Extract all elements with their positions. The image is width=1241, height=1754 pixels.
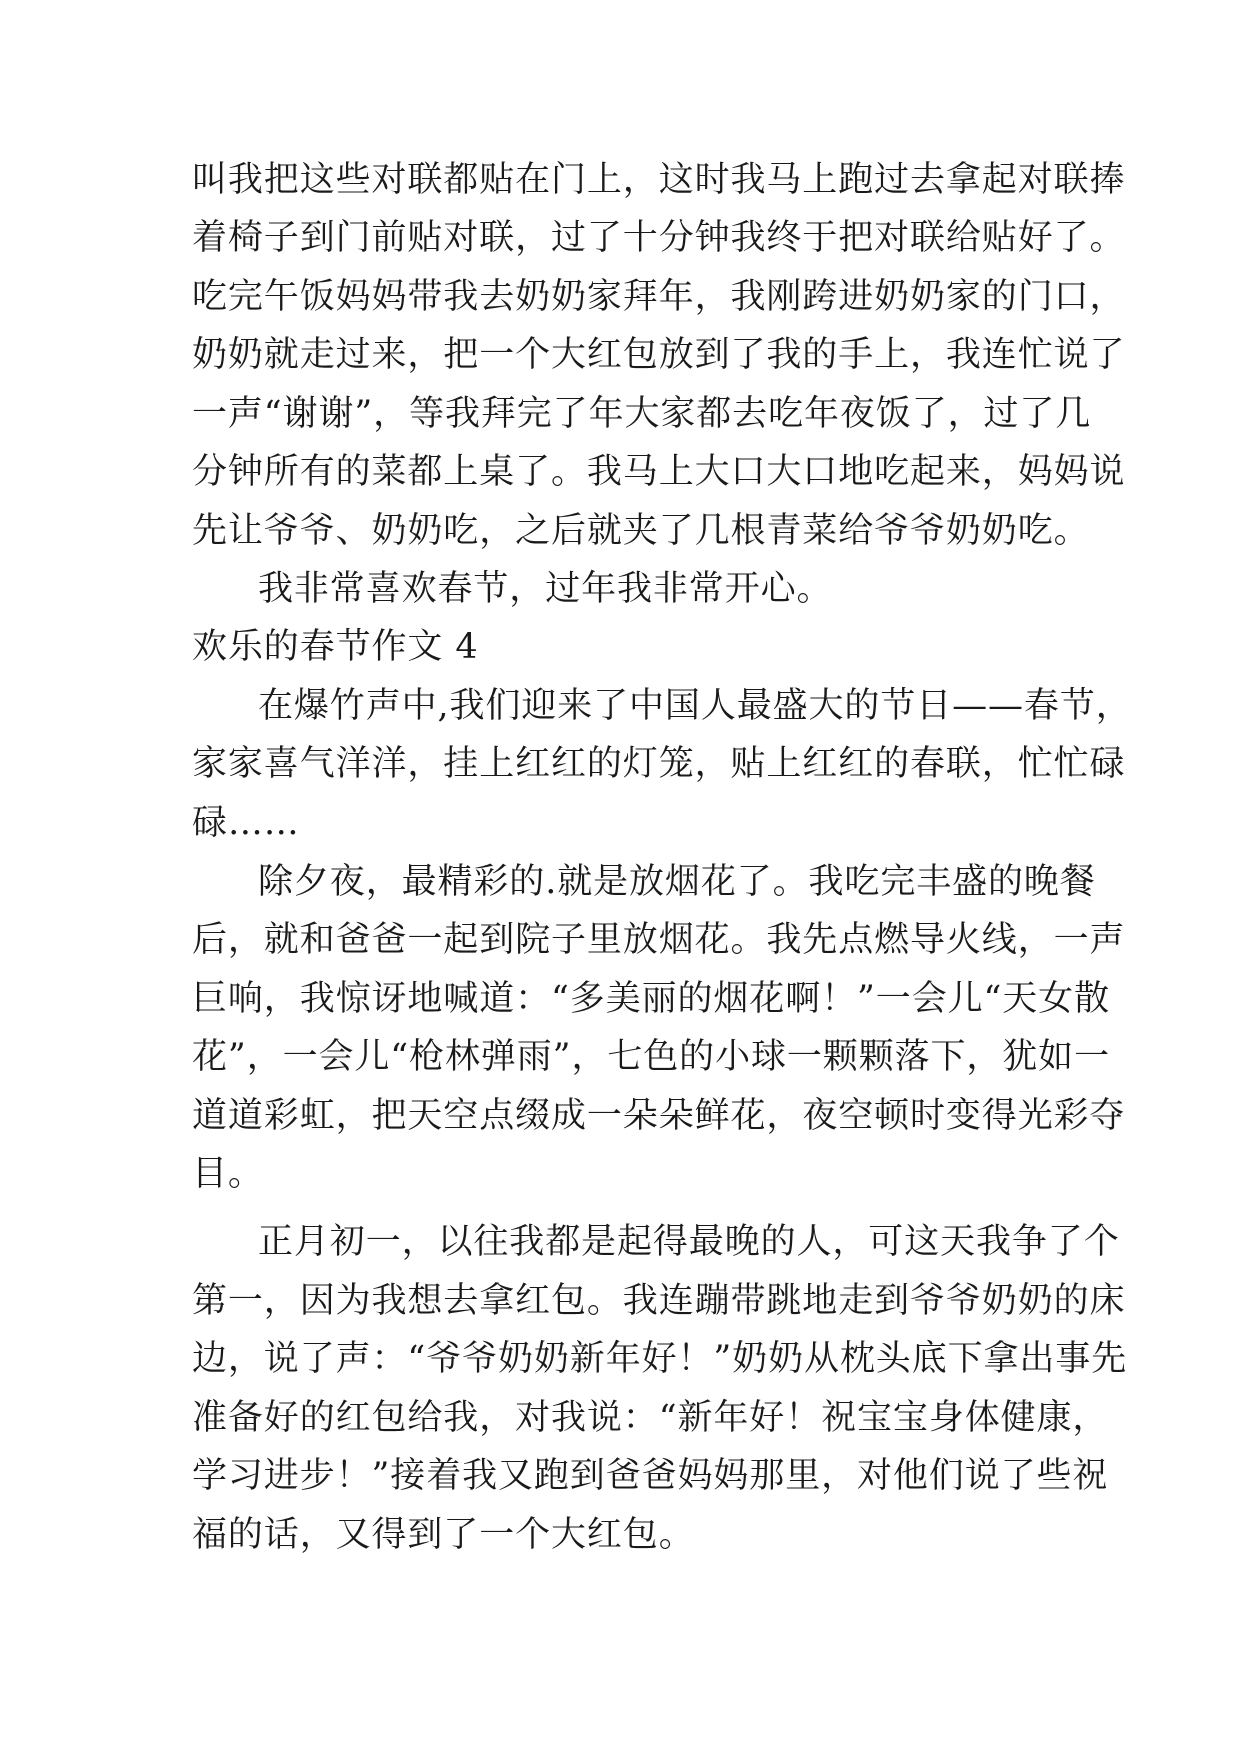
text-line: 道道彩虹，把天空点缀成一朵朵鲜花，夜空顿时变得光彩夺 <box>192 1096 1126 1136</box>
text-line: 除夕夜，最精彩的.就是放烟花了。我吃完丰盛的晚餐 <box>258 862 1096 902</box>
text-line: 后，就和爸爸一起到院子里放烟花。我先点燃导火线，一声 <box>192 920 1126 960</box>
text-line: 目。 <box>192 1154 264 1194</box>
text-line: 叫我把这些对联都贴在门上，这时我马上跑过去拿起对联捧 <box>192 160 1126 200</box>
text-line: 家家喜气洋洋，挂上红红的灯笼，贴上红红的春联，忙忙碌 <box>192 744 1126 784</box>
text-line: 奶奶就走过来，把一个大红包放到了我的手上，我连忙说了 <box>192 335 1126 375</box>
text-line: 正月初一，以往我都是起得最晚的人，可这天我争了个 <box>258 1222 1120 1262</box>
text-line: 花”，一会儿“枪林弹雨”，七色的小球一颗颗落下，犹如一 <box>192 1037 1110 1077</box>
text-line: 着椅子到门前贴对联，过了十分钟我终于把对联给贴好了。 <box>192 218 1126 258</box>
text-line: 先让爷爷、奶奶吃，之后就夹了几根青菜给爷爷奶奶吃。 <box>192 511 1090 551</box>
text-line: 巨响，我惊讶地喊道：“多美丽的烟花啊！”一会儿“天女散 <box>192 979 1110 1019</box>
text-line: 第一，因为我想去拿红包。我连蹦带跳地走到爷爷奶奶的床 <box>192 1281 1126 1321</box>
text-line: 准备好的红包给我，对我说：“新年好！祝宝宝身体健康， <box>192 1398 1109 1438</box>
text-line: 一声“谢谢”，等我拜完了年大家都去吃年夜饭了，过了几 <box>192 394 1092 434</box>
text-line: 福的话，又得到了一个大红包。 <box>192 1515 695 1555</box>
text-line: 边，说了声：“爷爷奶奶新年好！”奶奶从枕头底下拿出事先 <box>192 1339 1128 1379</box>
text-line: 我非常喜欢春节，过年我非常开心。 <box>258 569 833 609</box>
text-line: 在爆竹声中,我们迎来了中国人最盛大的节日——春节， <box>258 686 1132 726</box>
text-line: 分钟所有的菜都上桌了。我马上大口大口地吃起来，妈妈说 <box>192 452 1126 492</box>
text-line: 学习进步！”接着我又跑到爸爸妈妈那里，对他们说了些祝 <box>192 1456 1109 1496</box>
text-line: 碌…… <box>192 803 300 843</box>
text-line: 吃完午饭妈妈带我去奶奶家拜年，我刚跨进奶奶家的门口， <box>192 277 1126 317</box>
section-heading: 欢乐的春节作文 4 <box>192 627 479 667</box>
